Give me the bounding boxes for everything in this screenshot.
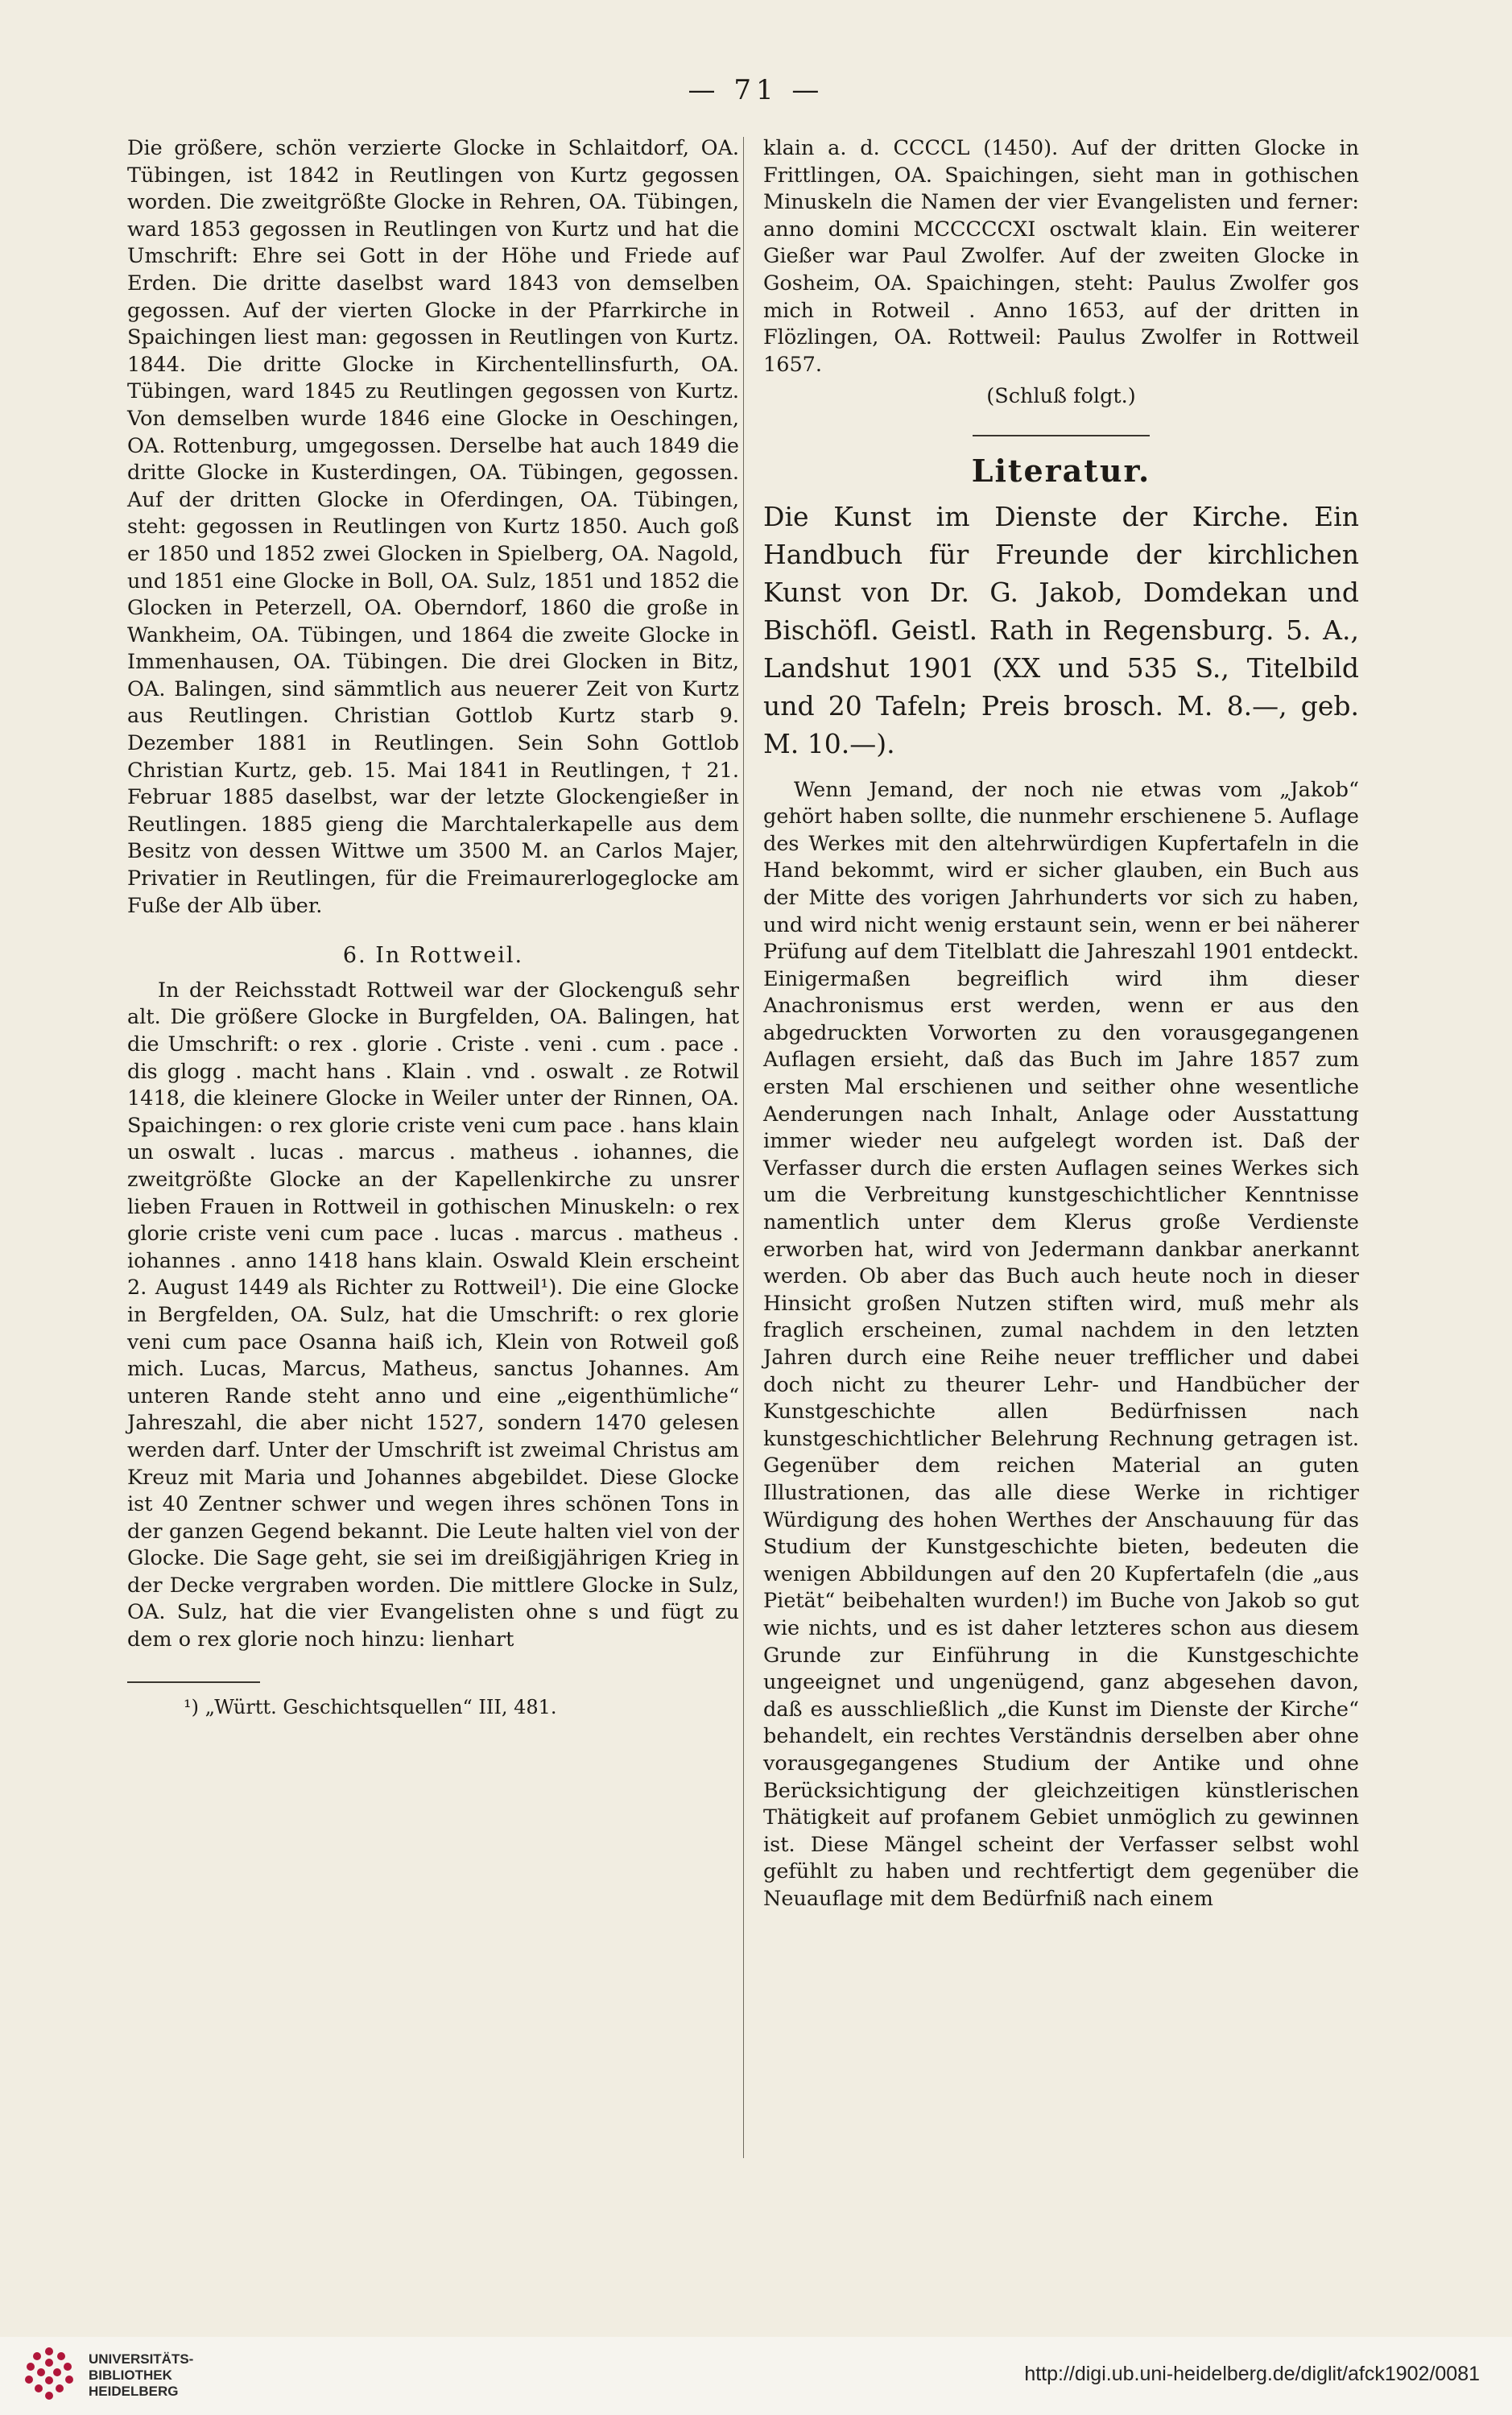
library-name	[89, 2351, 193, 2400]
library-name-line-3: HEIDELBERG	[89, 2384, 179, 2399]
review-book-title: Die Kunst im Dienste der Kirche. Ein Handbuch für Freunde der kirchlichen Kunst von Dr. G. Jakob, Domdekan und Bischöfl. Geistl. Rath in Regensburg. 5. A., Landshut 1901 (XX und 535 S., Titelbild und 20 Tafeln; Preis brosch. M. 8.—, geb. M. 10.—).	[763, 500, 1359, 759]
library-name-line-1: UNIVERSITÄTS-	[89, 2351, 194, 2367]
left-column	[127, 135, 739, 1720]
footer-bar	[0, 2337, 1512, 2415]
section-subheading: 6. In Rottweil.	[342, 943, 524, 969]
library-name-line-2: BIBLIOTHEK	[89, 2367, 172, 2383]
footnote-rule	[127, 1681, 260, 1683]
right-paragraph-top: klain a. d. CCCCL (1450). Auf der dritten Glocke in Frittlingen, OA. Spaichingen, sieht man in gothischen Minuskeln die Namen der vier Evangelisten und ferner: anno domini MCCCCCXI osctwalt klain. Ein weiterer Gießer war Paul Zwolfer. Auf der zweiten Glocke in Gosheim, OA. Spaichingen, steht: Paulus Zwolfer gos mich in Rotweil . Anno 1653, auf der dritten in Flözlingen, OA. Rottweil: Paulus Zwolfer in Rottweil 1657.	[763, 136, 1359, 377]
literature-heading: Literatur.	[971, 452, 1151, 489]
source-url[interactable]: http://digi.ub.uni-heidelberg.de/diglit/afck1902/0081	[1024, 2363, 1480, 2385]
separator-rule	[973, 435, 1150, 436]
page-number: — 71 —	[688, 74, 824, 106]
university-library-logo-icon	[21, 2345, 77, 2401]
to-be-continued-note: (Schluß folgt.)	[986, 384, 1136, 409]
column-divider	[743, 137, 744, 2158]
left-paragraph-1: Die größere, schön verzierte Glocke in Schlaitdorf, OA. Tübingen, ist 1842 in Reutlingen von Kurtz gegossen worden. Die zweitgrößte Glocke in Rehren, OA. Tübingen, ward 1853 gegossen in Reutlingen von Kurtz und hat die Umschrift: Ehre sei Gott in der Höhe und Friede auf Erden. Die dritte daselbst ward 1843 von demselben gegossen. Auf der vierten Glocke in der Pfarrkirche in Spaichingen liest man: gegossen in Reutlingen von Kurtz. 1844. Die dritte Glocke in Kirchentellinsfurth, OA. Tübingen, ward 1845 zu Reutlingen gegossen von Kurtz. Von demselben wurde 1846 eine Glocke in Oeschingen, OA. Rottenburg, umgegossen. Derselbe hat auch 1849 die dritte Glocke in Kusterdingen, OA. Tübingen, gegossen. Auf der dritten Glocke in Oferdingen, OA. Tübingen, steht: gegossen in Reutlingen von Kurtz 1850. Auch goß er 1850 und 1852 zwei Glocken in Spielberg, OA. Nagold, und 1851 eine Glocke in Boll, OA. Sulz, 1851 und 1852 die Glocken in Peterzell, OA. Oberndorf, 1860 die große in Wankheim, OA. Tübingen, und 1864 die zweite Glocke in Immenhausen, OA. Tübingen. Die drei Glocken in Bitz, OA. Balingen, sind sämmtlich aus neuerer Zeit von Kurtz aus Reutlingen. Christian Gottlob Kurtz starb 9. Dezember 1881 in Reutlingen. Sein Sohn Gottlob Christian Kurtz, geb. 15. Mai 1841 in Reutlingen, † 21. Februar 1885 daselbst, war der letzte Glockengießer in Reutlingen. 1885 gieng die Marchtalerkapelle aus dem Besitz von dessen Wittwe um 3500 M. an Carlos Majer, Privatier in Reutlingen, für die Freimaurerlogeglocke am Fuße der Alb über.	[127, 136, 739, 918]
footnote: ¹) „Württ. Geschichtsquellen“ III, 481.	[184, 1695, 557, 1718]
review-body: Wenn Jemand, der noch nie etwas vom „Jakob“ gehört haben sollte, die nunmehr erschienene 5. Auflage des Werkes mit den altehrwürdigen Kupfertafeln in die Hand bekommt, wird er sicher glauben, ein Buch aus der Mitte des vorigen Jahrhunderts vor sich zu haben, und wird nicht wenig erstaunt sein, wenn er bei näherer Prüfung auf dem Titelblatt die Jahreszahl 1901 entdeckt. Einigermaßen begreiflich wird ihm dieser Anachronismus erst werden, wenn er aus den abgedruckten Vorworten zu den vorausgegangenen Auflagen ersieht, daß das Buch im Jahre 1857 zum ersten Mal erschienen und seither ohne wesentliche Aenderungen nach Inhalt, Anlage oder Ausstattung immer wieder neu aufgelegt worden ist. Daß der Verfasser durch die ersten Auflagen seines Werkes sich um die Verbreitung kunstgeschichtlicher Kenntnisse namentlich unter dem Klerus große Verdienste erworben hat, wird von Jedermann dankbar anerkannt werden. Ob aber das Buch auch heute noch in dieser Hinsicht großen Nutzen stiften wird, muß mehr als fraglich erscheinen, zumal nachdem in den letzten Jahren durch eine Reihe neuer trefflicher und dabei doch nicht zu theurer Lehr- und Handbücher der Kunstgeschichte allen Bedürfnissen nach kunstgeschichtlicher Belehrung Rechnung getragen ist. Gegenüber dem reichen Material an guten Illustrationen, das alle diese Werke in richtiger Würdigung des hohen Werthes der Anschauung für das Studium der Kunstgeschichte bieten, bedeuten die wenigen Abbildungen auf den 20 Kupfertafeln (die „aus Pietät“ beibehalten wurden!) im Buche von Jakob so gut wie nichts, und es ist daher letzteres schon aus diesem Grunde zur Einführung in die Kunstgeschichte ungeeignet und ungenügend, ganz abgesehen davon, daß es ausschließlich „die Kunst im Dienste der Kirche“ behandelt, ein rechtes Verständnis derselben aber ohne vorausgegangenes Studium der Antike und ohne Berücksichtigung der gleichzeitigen künstlerischen Thätigkeit auf profanem Gebiet unmöglich zu gewinnen ist. Diese Mängel scheint der Verfasser selbst wohl gefühlt zu haben und rechtfertigt dem gegenüber die Neuauflage mit dem Bedürfniß nach einem	[763, 777, 1359, 1911]
right-column	[763, 135, 1359, 1913]
left-paragraph-2: In der Reichsstadt Rottweil war der Glockenguß sehr alt. Die größere Glocke in Burgfelden, OA. Balingen, hat die Umschrift: o rex . glorie . Criste . veni . cum . pace . dis glogg . macht hans . Klain . vnd . oswalt . ze Rotwil 1418, die kleinere Glocke in Weiler unter der Rinnen, OA. Spaichingen: o rex glorie criste veni cum pace . hans klain un oswalt . lucas . marcus . matheus . iohannes, die zweitgrößte Glocke an der Kapellenkirche zu unsrer lieben Frauen in Rottweil in gothischen Minuskeln: o rex glorie criste veni cum pace . lucas . marcus . matheus . iohannes . anno 1418 hans klain. Oswald Klein erscheint 2. August 1449 als Richter zu Rottweil¹). Die eine Glocke in Bergfelden, OA. Sulz, hat die Umschrift: o rex glorie veni cum pace Osanna haiß ich, Klein von Rotweil goß mich. Lucas, Marcus, Matheus, sanctus Johannes. Am unteren Rande steht anno und eine „eigenthümliche“ Jahreszahl, die aber nicht 1527, sondern 1470 gelesen werden darf. Unter der Umschrift ist zweimal Christus am Kreuz mit Maria und Johannes abgebildet. Diese Glocke ist 40 Zentner schwer und wegen ihres schönen Tons in der ganzen Gegend bekannt. Die Leute halten viel von der Glocke. Die Sage geht, sie sei im dreißigjährigen Krieg in der Decke vergraben worden. Die mittlere Glocke in Sulz, OA. Sulz, hat die vier Evangelisten ohne s und fügt zu dem o rex glorie noch hinzu: lienhart	[127, 978, 739, 1652]
